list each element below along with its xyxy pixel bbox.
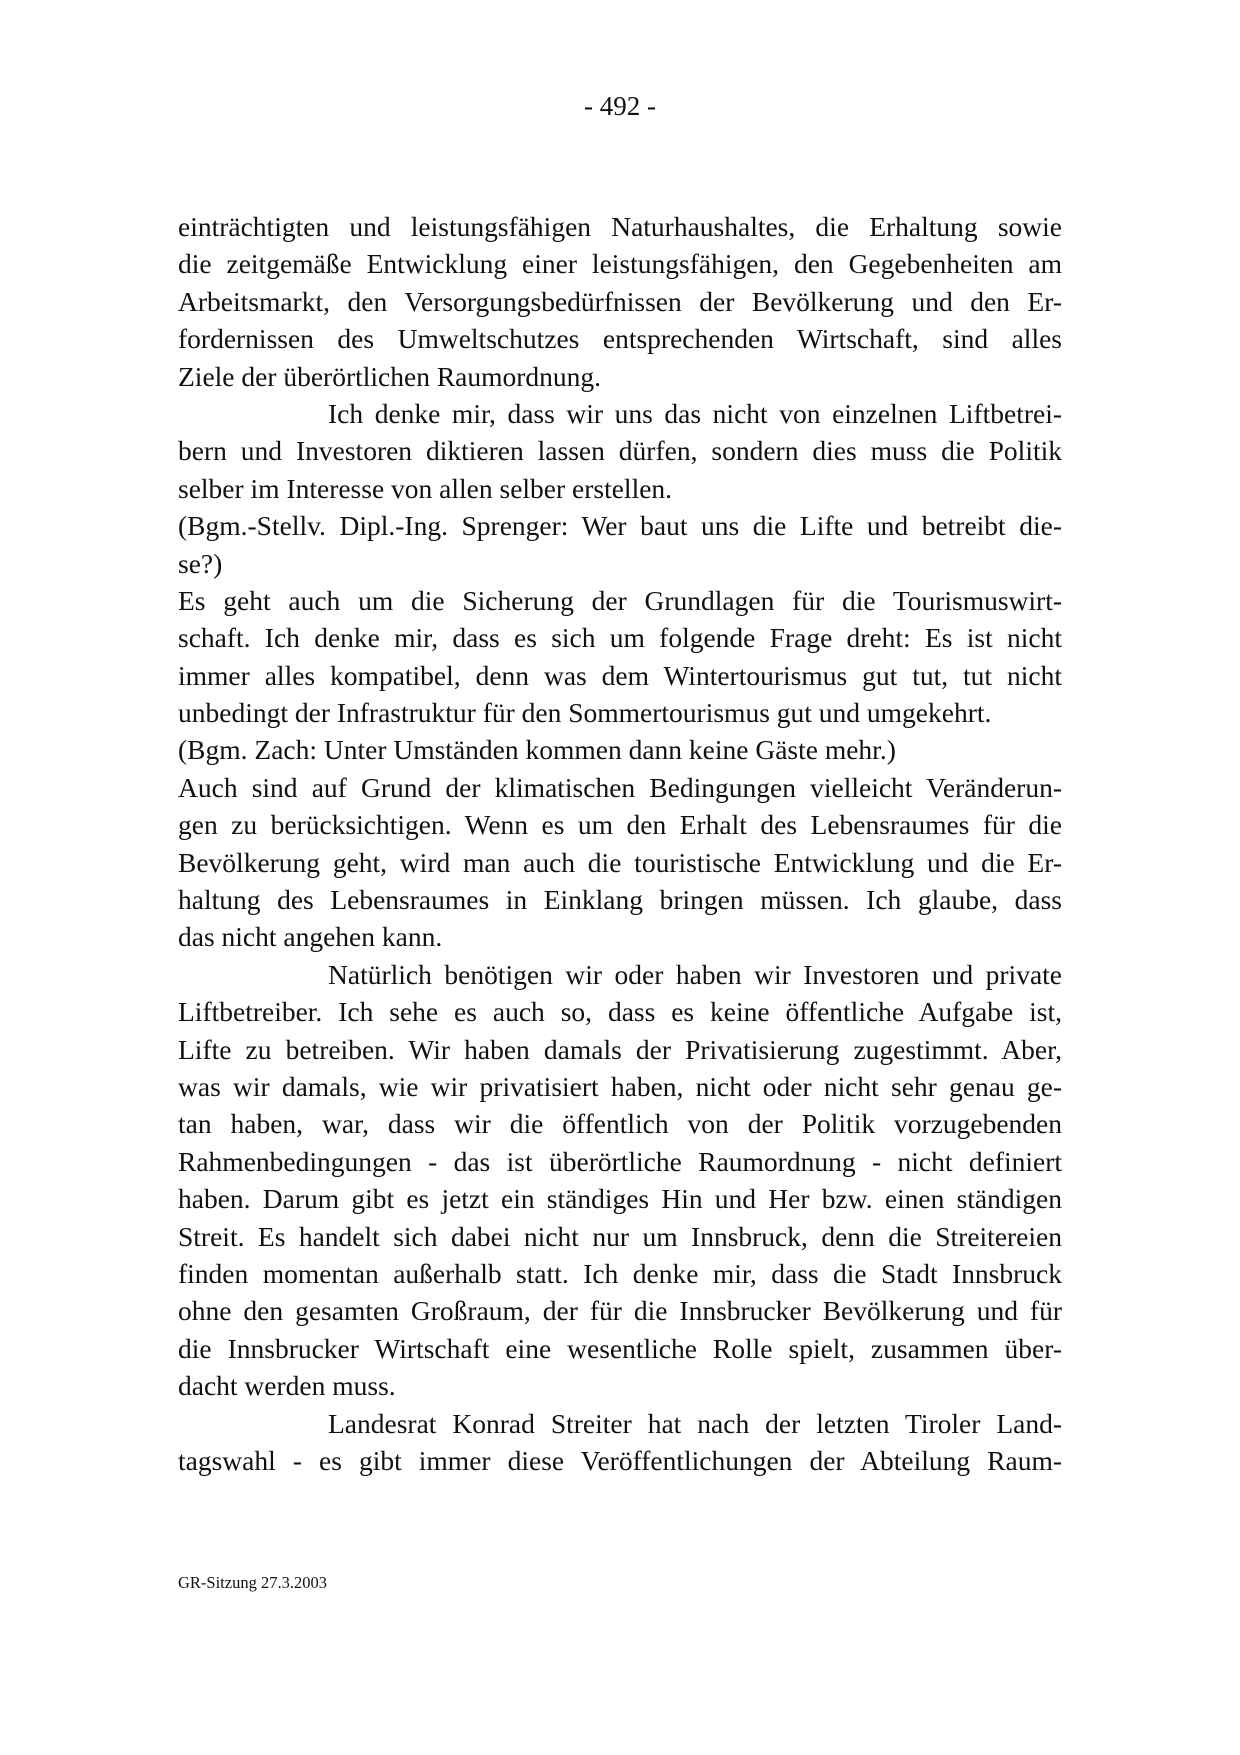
text-line: Arbeitsmarkt, den Versorgungsbedürfnissen der Bevölkerung und den Er- bbox=[178, 285, 1062, 317]
text-line: bern und Investoren diktieren lassen dürfen, sondern dies muss die Politik bbox=[178, 435, 1062, 467]
interjection-line: (Bgm. Zach: Unter Umständen kommen dann keine Gäste mehr.) bbox=[178, 734, 896, 766]
text-line: die Innsbrucker Wirtschaft eine wesentliche Rolle spielt, zusammen über- bbox=[178, 1332, 1062, 1364]
text-line: was wir damals, wie wir privatisiert haben, nicht oder nicht sehr genau ge- bbox=[178, 1070, 1062, 1102]
text-line: Bevölkerung geht, wird man auch die touristische Entwicklung und die Er- bbox=[178, 846, 1062, 878]
text-line: finden momentan außerhalb statt. Ich denke mir, dass die Stadt Innsbruck bbox=[178, 1257, 1062, 1289]
text-line: Rahmenbedingungen - das ist überörtliche Raumordnung - nicht definiert bbox=[178, 1145, 1062, 1177]
text-line: gen zu berücksichtigen. Wenn es um den Erhalt des Lebensraumes für die bbox=[178, 809, 1062, 841]
text-line: die zeitgemäße Entwicklung einer leistungsfähigen, den Gegebenheiten am bbox=[178, 248, 1062, 280]
text-line: haben. Darum gibt es jetzt ein ständiges Hin und Her bzw. einen ständigen bbox=[178, 1183, 1062, 1215]
text-line: tan haben, war, dass wir die öffentlich von der Politik vorzugebenden bbox=[178, 1108, 1062, 1140]
text-line: Es geht auch um die Sicherung der Grundlagen für die Tourismuswirt- bbox=[178, 584, 1062, 616]
text-line: Streit. Es handelt sich dabei nicht nur um Innsbruck, denn die Streitereien bbox=[178, 1220, 1062, 1252]
text-line: Landesrat Konrad Streiter hat nach der letzten Tiroler Land- bbox=[328, 1407, 1062, 1439]
text-line: Ziele der überörtlichen Raumordnung. bbox=[178, 360, 602, 392]
text-line: dacht werden muss. bbox=[178, 1370, 396, 1402]
page-footer: GR-Sitzung 27.3.2003 bbox=[178, 1573, 327, 1592]
text-line: immer alles kompatibel, denn was dem Wintertourismus gut tut, tut nicht bbox=[178, 659, 1062, 691]
text-line: einträchtigten und leistungsfähigen Naturhaushaltes, die Erhaltung sowie bbox=[178, 211, 1062, 242]
text-line: unbedingt der Infrastruktur für den Sommertourismus gut und umgekehrt. bbox=[178, 697, 992, 729]
text-line: ohne den gesamten Großraum, der für die Innsbrucker Bevölkerung und für bbox=[178, 1295, 1062, 1327]
body-text bbox=[178, 208, 1062, 1479]
text-line: schaft. Ich denke mir, dass es sich um folgende Frage dreht: Es ist nicht bbox=[178, 622, 1062, 654]
interjection-line: (Bgm.-Stellv. Dipl.-Ing. Sprenger: Wer baut uns die Lifte und betreibt die- bbox=[178, 510, 1062, 542]
text-line: das nicht angehen kann. bbox=[178, 921, 443, 953]
text-line: Auch sind auf Grund der klimatischen Bedingungen vielleicht Veränderun- bbox=[178, 771, 1062, 803]
interjection-line: se?) bbox=[178, 547, 223, 579]
text-line: selber im Interesse von allen selber erstellen. bbox=[178, 472, 673, 504]
text-line: tagswahl - es gibt immer diese Veröffentlichungen der Abteilung Raum- bbox=[178, 1444, 1062, 1476]
text-line: fordernissen des Umweltschutzes entsprechenden Wirtschaft, sind alles bbox=[178, 323, 1062, 355]
page-number: - 492 - bbox=[584, 91, 656, 121]
text-line: Lifte zu betreiben. Wir haben damals der Privatisierung zugestimmt. Aber, bbox=[178, 1033, 1062, 1065]
text-line: Natürlich benötigen wir oder haben wir Investoren und private bbox=[328, 958, 1062, 990]
text-line: Liftbetreiber. Ich sehe es auch so, dass es keine öffentliche Aufgabe ist, bbox=[178, 996, 1062, 1028]
text-line: haltung des Lebensraumes in Einklang bringen müssen. Ich glaube, dass bbox=[178, 884, 1062, 916]
text-line: Ich denke mir, dass wir uns das nicht von einzelnen Liftbetrei- bbox=[328, 397, 1062, 429]
